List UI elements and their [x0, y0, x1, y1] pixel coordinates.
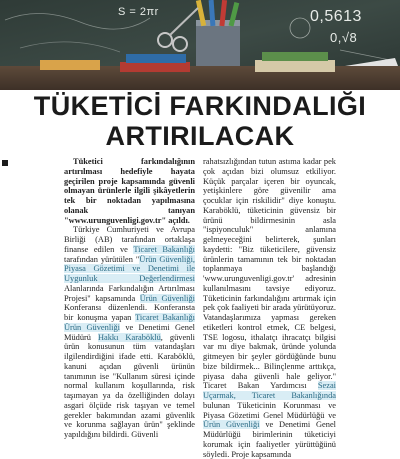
chalk-formula: S = 2πr: [118, 6, 159, 18]
text-run: , güvenli ürün konusunun tüm vatandaşları ilgilendirdiğini ifade etti. Karaböklü, kanuni açıdan güvenli ürünün tanımının ise "Kullanım süresi içinde normal kullanım koşullarında, risk taşımayan ya da özelliğinden dolayı asgari ölçüde risk taşıyan ve temel gerekler bakımından azami güvenlik ve korunma sağlayan ürün" şeklinde yapıldığını bildirdi. Güvenli: [64, 332, 195, 439]
text-run: bulunan Tüketicinin Korunması ve Piyasa Gözetimi Genel Müdürlüğü ve: [203, 400, 336, 420]
headline-line-1: TÜKETİCİ FARKINDALIĞI: [33, 91, 367, 121]
headline-line-2: ARTIRILACAK: [105, 121, 295, 151]
text-run: rahatsızlığından tutun astıma kadar pek çok açıdan bizi olumsuz etkiliyor. Küçük parçalar içeren bir oyuncak, yetişkinlere göre güvenilir ama çocuklar için riskilidir" diye konuştu. Karaböklü, tüketicinin güvensiz bir ürünü bildirmesinin asla "ispiyonculuk" anlamına gelmeyeceğini belirterek, şunları kaydetti: "Biz tüketicilere, güvensiz ürünlerin tamamının tek bir noktadan toplanmaya başlandığı 'www.urunguvenligi.gov.tr' adresinin kullanılmasını tavsiye ediyoruz. Tüketicinin farkındalığını artırmak için pek çok faaliyeti bir arada yürütüyoruz. Vatandaşlarımıza yapması gereken etiketleri kontrol etmek, CE belgesi, TSE logosu, ithalatçı ihracatçı bilgisi var mı diye bakmak, üründe yolunda gitmeyen bir şeyler gördüğünde bunu bize bildirmek... Bilinçlenme arttıkça, piyasa daha güvenli hale geliyor." Ticaret Bakan Yardımcısı: [203, 157, 336, 391]
keyword-highlight: Ürün Güvenliği: [139, 293, 195, 303]
section-marker-icon: [2, 160, 8, 166]
chalk-number: 0,√8: [330, 30, 358, 45]
article-paragraph-1: [64, 225, 195, 440]
keyword-highlight: Hakkı Karaböklü: [97, 332, 161, 342]
text-run: ve Denetimi Genel Müdürü: [64, 322, 195, 342]
text-run: Türkiye Cumhuriyeti ve Avrupa Birliği (AB) tarafından ortaklaşa finanse edilen ve: [64, 225, 195, 254]
article-lead: Tüketici farkındalığının artırılması hedefiyle hayata geçirilen proje kapsamında güvenli olmayan ürünlerle ilgili şikâyetlerin tek bir noktadan yapılmasına olanak tanıyan "www.urunguvenligi.gov.tr" açıldı.: [64, 157, 195, 225]
keyword-highlight: Ürün Güvenliği, Piyasa Gözetimi ve Denetimi ile Uygunluk Değerlendirmesi: [64, 254, 195, 283]
text-run: Konferansı düzenlendi. Konferansta bir konuşma yapan: [64, 303, 195, 322]
text-run: tarafından yürütülen ": [64, 254, 140, 264]
chalk-equation: 0,5613: [310, 8, 362, 25]
text-run: Alanlarında Farkındalığın Artırılması Projesi" kapsamında: [64, 283, 195, 303]
article-column-2: [203, 157, 336, 459]
keyword-highlight: Ticaret Bakanlığı: [133, 244, 195, 254]
keyword-highlight: Sezai Uçarmak, Ticaret Bakanlığında: [203, 381, 336, 400]
keyword-highlight: Ticaret Bakanlığı Ürün Güvenliği: [64, 313, 195, 332]
header-photo: [0, 0, 400, 90]
text-run: ve Denetimi Genel Müdürlüğü birimlerinin tüketiciyi korumak için faaliyetler yürüttüğünü söyledi. Proje kapsamında: [203, 420, 336, 459]
article-paragraph-2: [203, 157, 336, 459]
keyword-highlight: Ürün Güvenliği: [203, 420, 260, 430]
article-column-1: [64, 157, 195, 439]
